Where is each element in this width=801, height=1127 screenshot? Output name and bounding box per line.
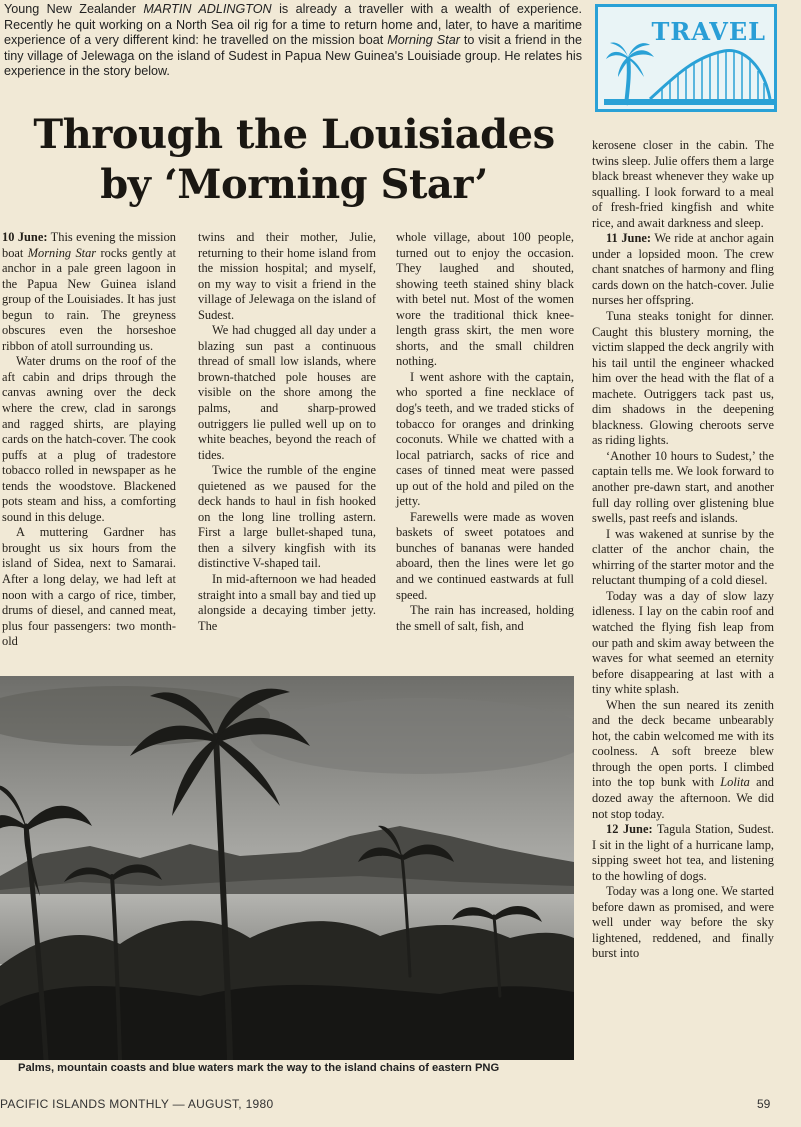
paragraph: Today was a long one. We started before dawn as promised, and were well under way before the sky lightened, reddened, and finally burst into (592, 884, 774, 961)
paragraph (592, 822, 774, 884)
article-column-4 (592, 138, 774, 962)
palm-landscape-image (0, 676, 574, 1060)
paragraph-text: rocks gently at anchor in a pale green lagoon in the Papua New Guinea island group of the Louisiades. It has just begun to rain. The greyness obscures even the horseshoe ribbon of atoll surrounding us. (2, 245, 177, 353)
entry-date: 10 June: (2, 230, 48, 244)
paragraph: whole village, about 100 people, turned out to enjoy the occasion. They laughed and shouted, showing teeth stained shiny black with betel nut. Most of the women wore the traditional thick knee-length grass skirt, the men wore shorts, and the small children nothing. (396, 230, 574, 369)
intro-standfirst (4, 2, 582, 80)
publication-footer: PACIFIC ISLANDS MONTHLY — AUGUST, 1980 (0, 1097, 274, 1111)
paragraph-text: We ride at anchor again under a lopsided moon. The crew chant snatches of harmony and fling cards down on the hatch-cover. Julie nurses her offspring. (592, 231, 774, 308)
intro-text: to visit a friend in the tiny village of Jelewaga on the island of Sudest in Papua New Guinea's Louisiade group. He relates his experience in the story below. (4, 33, 582, 79)
paragraph: Today was a day of slow lazy idleness. I lay on the cabin roof and watched the flying fish leap from our path and skim away between the waves for what seemed an eternity before disappearing at last with a tiny white splash. (592, 588, 774, 697)
section-badge (595, 4, 777, 112)
paragraph (592, 698, 774, 822)
headline-line-1: Through the Louisiades (33, 111, 555, 158)
article-column-1 (2, 230, 176, 650)
paragraph: ‘Another 10 hours to Sudest,’ the captain tells me. We look forward to another pre-dawn start, and another full day rolling over glistening blue swells, past reefs and islands. (592, 448, 774, 526)
paragraph: In mid-afternoon we had headed straight into a small bay and tied up alongside a decaying timber jetty. The (198, 572, 376, 633)
section-label: TRAVEL (651, 17, 766, 46)
article-column-3 (396, 230, 574, 634)
paragraph: I was wakened at sunrise by the clatter of the anchor chain, the whirring of the starter motor and the reluctant thumping of a cold diesel. (592, 526, 774, 588)
intro-text: is already a traveller with a wealth of experience. Recently he quit working on a North Sea oil rig for a time to return home and, later, to have a maritime experience of a very different kind: he travelled on the mission boat (4, 2, 582, 48)
paragraph: The rain has increased, holding the smell of salt, fish, and (396, 603, 574, 633)
entry-date: 12 June: (606, 822, 653, 837)
page-number: 59 (757, 1097, 771, 1111)
author-name: MARTIN ADLINGTON (143, 2, 272, 16)
paragraph-text: and dozed away the afternoon. We did not stop today. (592, 775, 774, 821)
paragraph: Water drums on the roof of the aft cabin and drips through the canvas awning over the deck where the crew, clad in sarongs and ragged shirts, are playing cards on the hatch-cover. The cook puffs at a plug of tradestore tobacco rolled in newspaper as he tends the woodstove. Blackened pots steam and hiss, a comforting sound in this deluge. (2, 354, 176, 524)
paragraph-text: When the sun neared its zenith and the deck became unbearably hot, the cabin welcomed me with its coolness. A soft breeze blew through the open ports. I climbed into the top bunk with (592, 697, 774, 790)
paragraph: twins and their mother, Julie, returning to their home island from the mission hospital; and myself, on my way to visit a friend in the village of Jelewaga on the island of Sudest. (198, 230, 376, 322)
paragraph: Twice the rumble of the engine quietened as we paused for the deck hands to haul in fish hooked on the long line trolling astern. First a large bullet-shaped tuna, then a silvery kingfish with its distinctive V-shaped tail. (198, 463, 376, 571)
headline (14, 110, 574, 210)
article-column-2 (198, 230, 376, 634)
paragraph (2, 230, 176, 354)
headline-line-2: by ‘Morning Star’ (100, 161, 488, 208)
paragraph: I went ashore with the captain, who sported a fine necklace of dog's teeth, and we traded sticks of tobacco for oranges and drinking coconuts. While we chatted with a local patriarch, sacks of rice and cases of tinned meat were passed up out of the hold and piled on the jetty. (396, 369, 574, 509)
paragraph (592, 231, 774, 309)
ship-name: Morning Star (27, 245, 97, 260)
paragraph: Farewells were made as woven baskets of sweet potatoes and bunches of bananas were handed aboard, then the lines were let go and we continued eastwards at full speed. (396, 509, 574, 602)
ship-name: Morning Star (387, 33, 460, 48)
paragraph: We had chugged all day under a blazing sun past a continuous thread of small low islands, where brown-thatched pole houses are visible on the shore among the palms, and sharp-prowed outriggers lie pulled well up on to white beaches, beyond the reach of tides. (198, 323, 376, 462)
book-title: Lolita (720, 775, 750, 790)
paragraph: kerosene closer in the cabin. The twins sleep. Julie offers them a large black breast whenever they wake up squalling. I look forward to a meal of fresh-fried kingfish and white rice, and await darkness and sleep. (592, 138, 774, 230)
paragraph: Tuna steaks tonight for dinner. Caught this blustery morning, the victim slapped the deck angrily with his tail until the engineer whacked him over the head with the flat of a machete. Outriggers tack past us, dim shadows in the deepening blackness. Glowing cheroots serve as riding lights. (592, 309, 774, 448)
paragraph-text: Tagula Station, Sudest. I sit in the light of a hurricane lamp, sipping sweet hot tea, and listening to the howling of dogs. (592, 822, 774, 883)
photo-caption: Palms, mountain coasts and blue waters mark the way to the island chains of eastern PNG (18, 1062, 500, 1074)
intro-text: Young New Zealander (4, 2, 144, 16)
island-photo (0, 676, 574, 1060)
paragraph-text: This evening the mission boat (2, 230, 176, 260)
paragraph: A muttering Gardner has brought us six hours from the island of Sidea, next to Samarai. After a long delay, we had left at noon with a cargo of rice, timber, drums of diesel, and canned meat, plus four passengers: two month-old (2, 525, 176, 649)
entry-date: 11 June: (606, 231, 651, 246)
palm-bridge-logo-icon (604, 37, 774, 107)
